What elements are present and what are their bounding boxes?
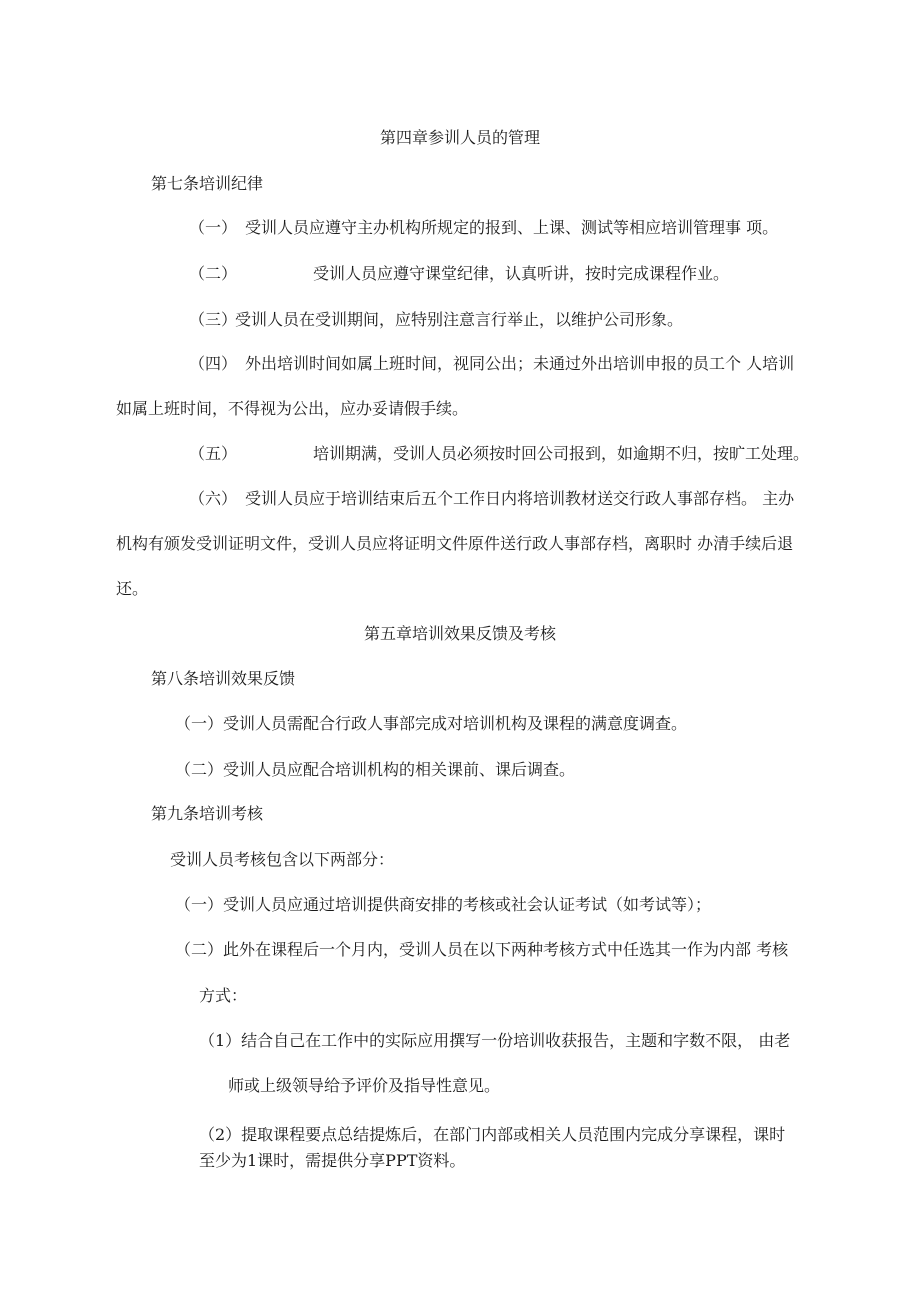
article-9-item-1: （一）受训人员应通过培训提供商安排的考核或社会认证考试（如考试等）； bbox=[175, 895, 712, 914]
article-9-intro: 受训人员考核包含以下两部分： bbox=[170, 850, 395, 869]
article-9-heading: 第九条培训考核 bbox=[151, 804, 264, 823]
article-7-heading: 第七条培训纪律 bbox=[151, 174, 264, 193]
article-7-item-6-text: 受训人员应于培训结束后五个工作日内将培训教材送交行政人事部存档。 主办 bbox=[245, 489, 795, 508]
article-7-item-2-text: 受训人员应遵守课堂纪律，认真听讲，按时完成课程作业。 bbox=[313, 264, 730, 283]
chapter-4-title: 第四章参训人员的管理 bbox=[379, 128, 540, 147]
assessment-option-1-continuation: 师或上级领导给予评价及指导性意见。 bbox=[228, 1076, 501, 1095]
article-7-item-6-continuation: 机构有颁发受训证明文件，受训人员应将证明文件原件送行政人事部存档，离职时 办清手续后退 bbox=[116, 534, 794, 553]
article-7-item-3-text: 受训人员在受训期间，应特别注意言行举止，以维护公司形象。 bbox=[235, 310, 684, 329]
article-9-item-2-continuation: 方式： bbox=[199, 986, 248, 1005]
article-7-item-1-marker: （一） bbox=[189, 218, 238, 237]
article-7-item-3-marker: （三） bbox=[189, 310, 238, 329]
article-7-item-5-text: 培训期满，受训人员必须按时回公司报到，如逾期不归，按旷工处理。 bbox=[313, 444, 810, 463]
assessment-option-2-continuation: 至少为1课时，需提供分享PPT资料。 bbox=[199, 1151, 466, 1170]
article-7-item-6-marker: （六） bbox=[189, 489, 238, 508]
article-7-item-4-text: 外出培训时间如属上班时间，视同公出；未通过外出培训申报的员工个 人培训 bbox=[245, 354, 795, 373]
article-8-item-2: （二）受训人员应配合培训机构的相关课前、课后调查。 bbox=[175, 760, 576, 779]
assessment-option-2: （2）提取课程要点总结提炼后，在部门内部或相关人员范围内完成分享课程，课时 bbox=[199, 1125, 786, 1144]
article-7-item-2-marker: （二） bbox=[189, 264, 238, 283]
article-8-heading: 第八条培训效果反馈 bbox=[151, 669, 296, 688]
chapter-5-title: 第五章培训效果反馈及考核 bbox=[363, 624, 556, 643]
article-9-item-2: （二）此外在课程后一个月内，受训人员在以下两种考核方式中任选其一作为内部 考核 bbox=[175, 940, 789, 959]
article-7-item-5-marker: （五） bbox=[189, 444, 238, 463]
article-8-item-1: （一）受训人员需配合行政人事部完成对培训机构及课程的满意度调查。 bbox=[175, 714, 688, 733]
assessment-option-1: （1）结合自己在工作中的实际应用撰写一份培训收获报告，主题和字数不限， 由老 bbox=[199, 1031, 791, 1050]
article-7-item-4-marker: （四） bbox=[189, 354, 238, 373]
article-7-item-4-continuation: 如属上班时间，不得视为公出，应办妥请假手续。 bbox=[116, 399, 469, 418]
article-7-item-6-continuation-2: 还。 bbox=[116, 579, 149, 598]
article-7-item-1-text: 受训人员应遵守主办机构所规定的报到、上课、测试等相应培训管理事 项。 bbox=[245, 218, 779, 237]
